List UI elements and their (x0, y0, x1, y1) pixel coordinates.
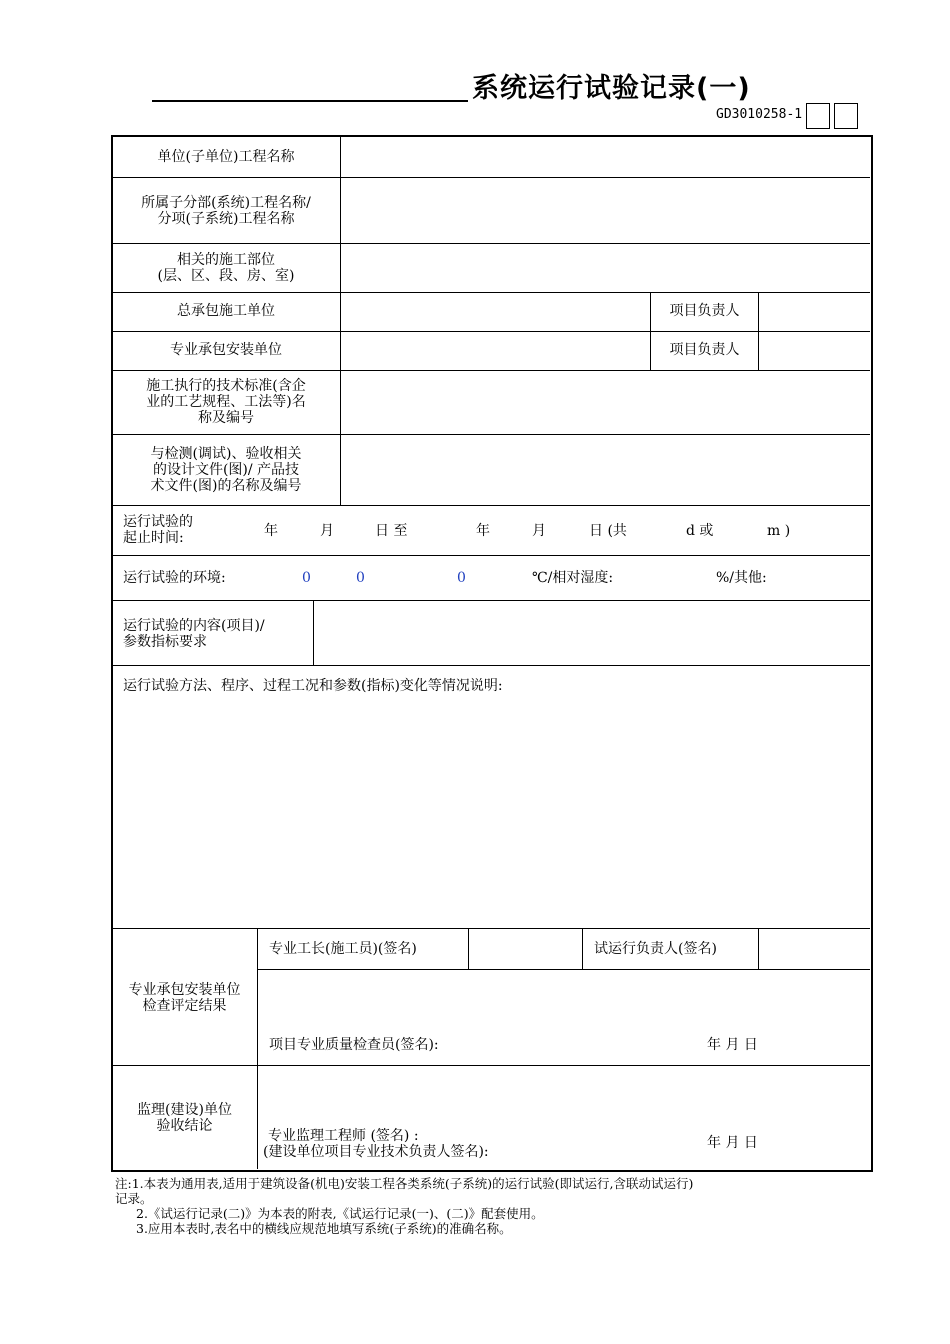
end-month[interactable]: 月 (532, 523, 546, 539)
duration-days[interactable]: d 或 (686, 523, 714, 539)
design-docs-label-2: 的设计文件(图)/ 产品技 (152, 462, 300, 478)
start-month[interactable]: 月 (320, 523, 334, 539)
subdivision-field[interactable] (341, 178, 869, 243)
end-year[interactable]: 年 (476, 523, 490, 539)
humidity-label: ℃/相对湿度: (532, 570, 614, 586)
trial-leader-label: 试运行负责人(签名) (594, 941, 717, 957)
row-divider (112, 665, 870, 666)
design-docs-field[interactable] (341, 435, 869, 505)
evaluation-label-2: 检查评定结果 (142, 998, 227, 1014)
standard-label-1: 施工执行的技术标准(含企 (146, 378, 306, 394)
period-label-2: 起止时间: (123, 530, 184, 546)
engineer-label-2: (建设单位项目专业技术负责人签名): (263, 1144, 489, 1160)
end-day-total[interactable]: 日 (共 (589, 523, 627, 539)
environment-label: 运行试验的环境: (123, 570, 226, 586)
evaluation-label-1: 专业承包安装单位 (128, 982, 241, 998)
serial-box-1[interactable] (806, 103, 830, 129)
form-code: GD3010258-1 (716, 107, 803, 122)
specialty-contractor-field[interactable] (341, 332, 650, 370)
other-label: %/其他: (716, 570, 767, 586)
start-day-to[interactable]: 日 至 (375, 523, 408, 539)
title-blank-line[interactable] (152, 100, 468, 102)
design-docs-label-1: 与检测(调试)、验收相关 (150, 446, 302, 462)
supervision-date[interactable]: 年 月 日 (707, 1135, 758, 1151)
content-label-1: 运行试验的内容(项目)/ (123, 618, 265, 634)
supervision-label-2: 验收结论 (156, 1118, 213, 1134)
row-divider (112, 1065, 870, 1066)
standard-field[interactable] (341, 371, 869, 434)
trial-leader-signature-field[interactable] (759, 929, 869, 969)
start-year[interactable]: 年 (264, 523, 278, 539)
general-contractor-label: 总承包施工单位 (177, 303, 275, 319)
note-line-1: 注:1.本表为通用表,适用于建筑设备(机电)安装工程各类系统(子系统)的运行试验(即试运行,含联动试运行) (115, 1176, 694, 1191)
design-docs-label-3: 术文件(图)的名称及编号 (150, 478, 302, 494)
project-leader-label: 项目负责人 (669, 303, 740, 319)
engineer-label-1: 专业监理工程师 (签名) : (268, 1128, 419, 1144)
row-divider (112, 505, 870, 506)
col-divider (257, 928, 258, 1169)
evaluation-date[interactable]: 年 月 日 (707, 1037, 758, 1053)
location-label-2: (层、区、段、房、室) (157, 268, 295, 284)
content-field[interactable] (314, 601, 869, 665)
foreman-label: 专业工长(施工员)(签名) (269, 941, 417, 957)
project-name-label: 单位(子单位)工程名称 (157, 149, 295, 165)
col-divider (582, 928, 583, 969)
foreman-signature-field[interactable] (469, 929, 582, 969)
serial-box-2[interactable] (834, 103, 858, 129)
project-leader-label: 项目负责人 (669, 342, 740, 358)
subdivision-label-2: 分项(子系统)工程名称 (157, 211, 295, 227)
project-leader-field[interactable] (759, 293, 869, 331)
subdivision-label-1: 所属子分部(系统)工程名称/ (141, 195, 311, 211)
content-label-2: 参数指标要求 (123, 634, 207, 650)
note-line-4: 3.应用本表时,表名中的横线应规范地填写系统(子系统)的准确名称。 (136, 1221, 512, 1236)
location-label-1: 相关的施工部位 (177, 252, 275, 268)
environment-value-2[interactable]: 0 (356, 570, 365, 586)
environment-value-1[interactable]: 0 (302, 570, 311, 586)
row-divider (257, 969, 870, 970)
environment-value-3[interactable]: 0 (457, 570, 466, 586)
row-divider (112, 555, 870, 556)
project-leader-field-2[interactable] (759, 332, 869, 370)
inspector-label: 项目专业质量检查员(签名): (269, 1037, 439, 1053)
general-contractor-field[interactable] (341, 293, 650, 331)
specialty-contractor-label: 专业承包安装单位 (170, 342, 282, 358)
standard-label-3: 称及编号 (198, 410, 254, 426)
note-line-3: 2.《试运行记录(二)》为本表的附表,《试运行记录(一)、(二)》配套使用。 (136, 1206, 544, 1221)
standard-label-2: 业的工艺规程、工法等)名 (146, 394, 306, 410)
page-title: 系统运行试验记录(一) (472, 73, 751, 104)
note-line-2: 记录。 (115, 1191, 153, 1206)
supervision-label-1: 监理(建设)单位 (137, 1102, 232, 1118)
period-label-1: 运行试验的 (123, 514, 193, 530)
method-field[interactable] (113, 700, 869, 928)
duration-months[interactable]: m ) (767, 523, 791, 539)
project-name-field[interactable] (341, 137, 869, 177)
location-field[interactable] (341, 244, 869, 292)
method-label: 运行试验方法、程序、过程工况和参数(指标)变化等情况说明: (123, 678, 503, 694)
